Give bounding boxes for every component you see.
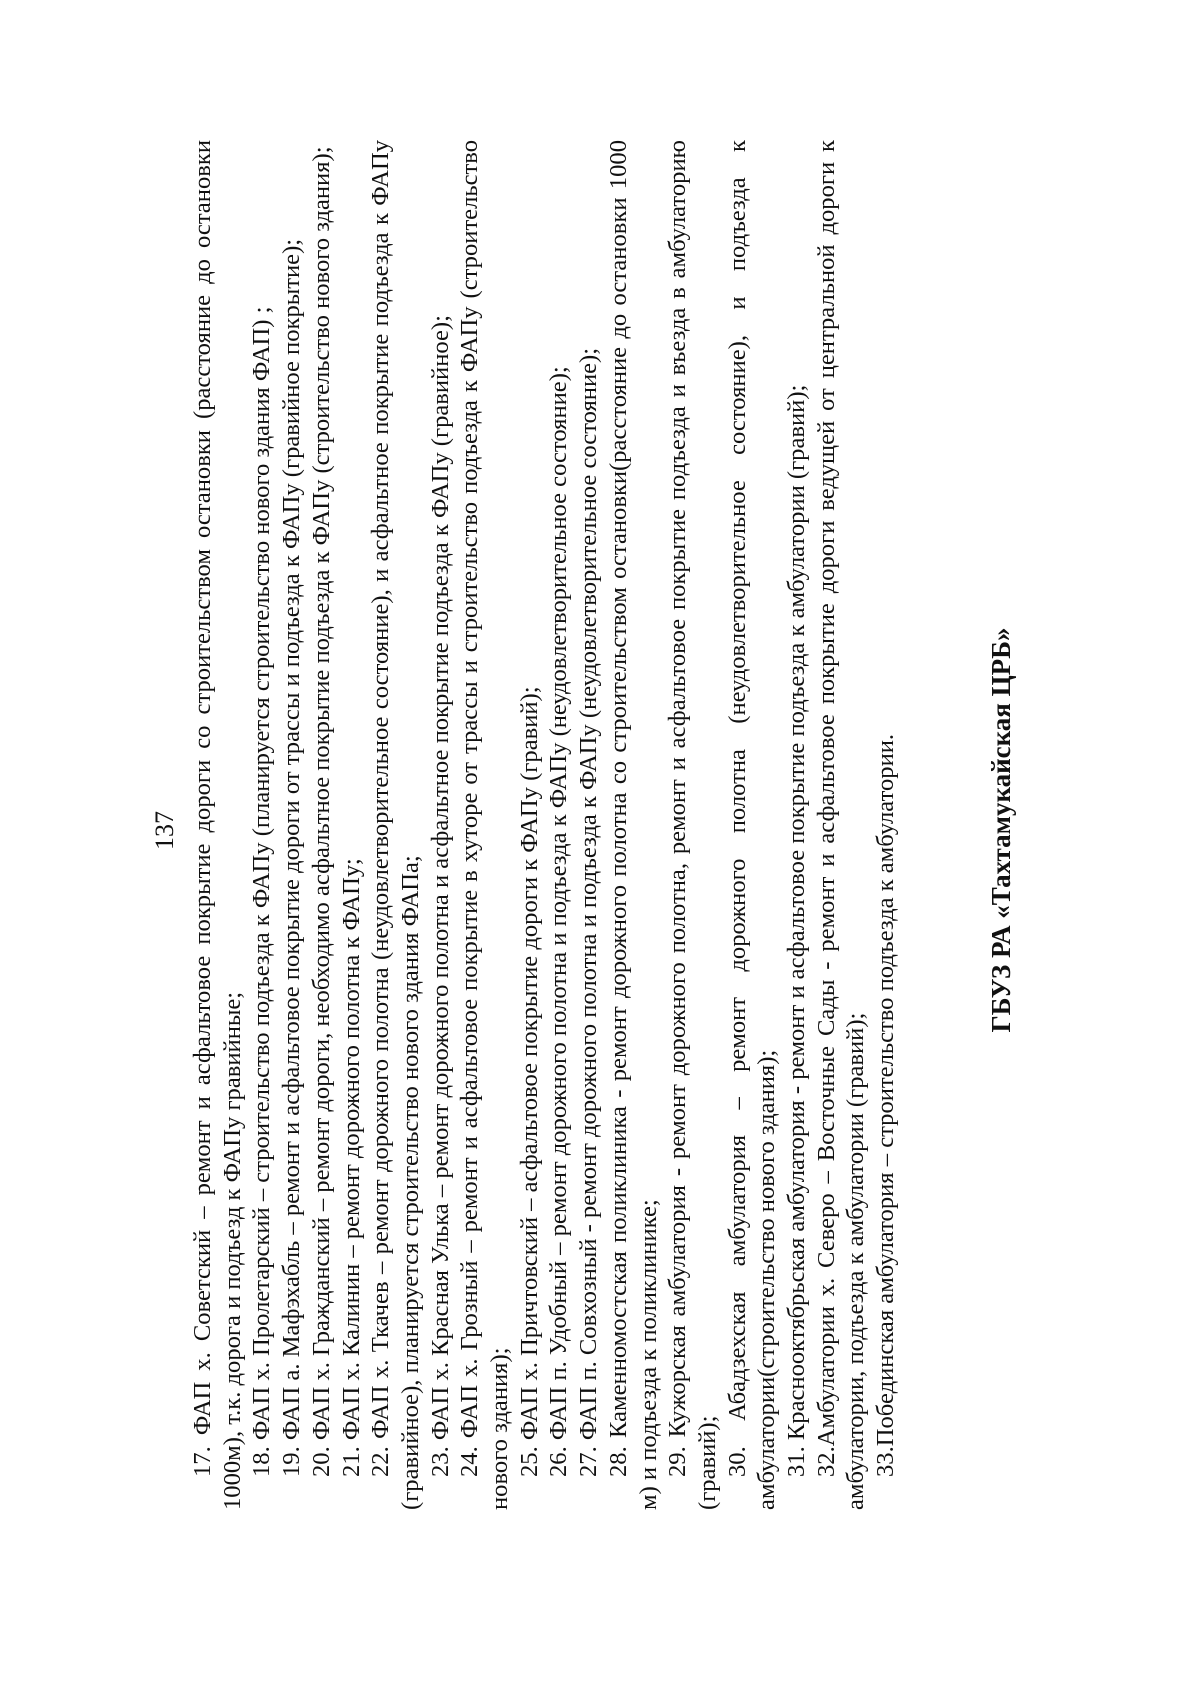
list-body (188, 140, 901, 1510)
list-item: 29. Кужорская амбулатория - ремонт дорожного полотна, ремонт и асфальтовое покрытие подъезда и въезда в амбулаторию (гравий); (664, 140, 721, 1510)
section-heading: ГБУЗ РА «Тахтамукайская ЦРБ» (986, 627, 1016, 1033)
list-item: 32.Амбулатории х. Северо – Восточные Сады - ремонт и асфальтовое покрытие дороги ведущей от центральной дороги к амбулатории, подъезда к амбулатории (гравий); (812, 140, 870, 1510)
list-item: 19. ФАП а. Мафэхабль – ремонт и асфальтовое покрытие дороги от трассы и подъезда к ФАПу (гравийное покрытие); (278, 238, 306, 1477)
list-item: 20. ФАП х. Гражданский – ремонт дороги, необходимо асфальтное покрытие подъезда к ФАПу (строительство нового здания); (307, 146, 335, 1477)
list-item: 31. Краснооктябрьская амбулатория - ремонт и асфальтовое покрытие подъезда к амбулатории (гравий); (783, 384, 811, 1477)
list-item: 27. ФАП п. Совхозный - ремонт дорожного полотна и подъезда к ФАПу (неудовлетворительное состояние); (575, 347, 603, 1477)
list-item: 28. Каменномостская поликлиника - ремонт дорожного полотна со строительством остановки(расстояние до остановки 1000 м) и подъезда к поликлинике; (604, 140, 662, 1510)
list-item: 33.Побединская амбулатория – строительство подъезда к амбулатории. (872, 733, 900, 1477)
list-item: 21. ФАП х. Калинин – ремонт дорожного полотна к ФАПу; (337, 858, 365, 1477)
list-item: 26. ФАП п. Удобный – ремонт дорожного полотна и подъезда к ФАПу (неудовлетворительное состояние); (545, 366, 573, 1477)
list-item: 18. ФАП х. Пролетарский – строительство подъезда к ФАПу (планируется строительство нового здания ФАП) ; (248, 306, 276, 1477)
list-item: 23. ФАП х. Красная Улька – ремонт дорожного полотна и асфальтное покрытие подъезда к ФАПу (гравийное); (426, 315, 454, 1477)
list-item: 25. ФАП х. Причтовский – асфальтовое покрытие дороги к ФАПу (гравий); (515, 686, 543, 1477)
list-item: 30. Абадзехская амбулатория – ремонт дорожного полотна (неудовлетворительное состояние), и подъезда к амбулатории(строительство нового здания); (723, 140, 781, 1510)
rotated-page (150, 120, 1050, 1540)
list-item: 22. ФАП х. Ткачев – ремонт дорожного полотна (неудовлетворительное состояние), и асфальтное покрытие подъезда к ФАПу (гравийное), планируется строительство нового здания ФАПа; (367, 140, 424, 1510)
list-item: 17. ФАП х. Советский – ремонт и асфальтовое покрытие дороги со строительством остановки (расстояние до остановки 1000м), т.к. дорога и подъезд к ФАПу гравийные; (189, 140, 246, 1510)
page-number: 137 (150, 811, 179, 850)
list-item: 24. ФАП х. Грозный – ремонт и асфальтовое покрытие в хуторе от трассы и строительство подъезда к ФАПу (строительство нового здания); (456, 140, 514, 1510)
